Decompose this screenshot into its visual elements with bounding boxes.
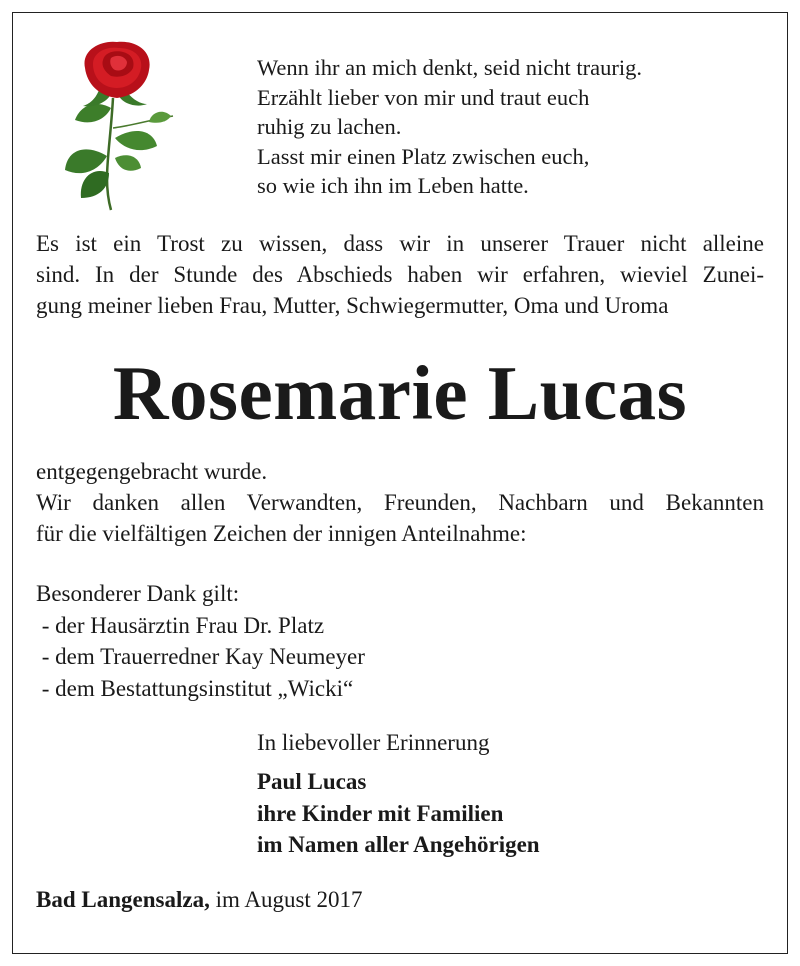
signers-block bbox=[257, 766, 540, 861]
special-thanks-heading: Besonderer Dank gilt: bbox=[36, 581, 240, 606]
intro-line: sind. In der Stunde des Abschieds haben wir erfahren, wieviel Zunei- bbox=[36, 262, 764, 287]
signer-line: im Namen aller Angehörigen bbox=[257, 832, 540, 857]
poem-line: Erzählt lieber von mir und traut euch bbox=[257, 84, 590, 110]
closing-phrase: In liebevoller Erinnerung bbox=[257, 730, 490, 755]
place-and-date bbox=[36, 884, 363, 915]
thanks-line: für die vielfältigen Zeichen der innigen Anteilnahme: bbox=[36, 521, 527, 546]
poem-line: ruhig zu lachen. bbox=[257, 114, 402, 139]
intro-paragraph bbox=[36, 228, 764, 321]
signer-line: Paul Lucas bbox=[257, 769, 367, 794]
intro-line: gung meiner lieben Frau, Mutter, Schwiegermutter, Oma und Uroma bbox=[36, 293, 669, 318]
thanks-line: entgegengebracht wurde. bbox=[36, 459, 268, 484]
memorial-poem bbox=[257, 53, 642, 201]
special-thanks-item: - dem Bestattungsinstitut „Wicki“ bbox=[36, 675, 354, 701]
special-thanks-item: - dem Trauerredner Kay Neumeyer bbox=[36, 644, 365, 669]
poem-line: so wie ich ihn im Leben hatte. bbox=[257, 173, 529, 198]
intro-line: Es ist ein Trost zu wissen, dass wir in unserer Trauer nicht alleine bbox=[36, 231, 764, 256]
deceased-name: Rosemarie Lucas bbox=[112, 350, 688, 436]
thanks-paragraph bbox=[36, 456, 764, 549]
special-thanks bbox=[36, 578, 365, 704]
special-thanks-item: - der Hausärztin Frau Dr. Platz bbox=[36, 612, 325, 638]
poem-line: Lasst mir einen Platz zwischen euch, bbox=[257, 143, 590, 169]
place-city: Bad Langensalza, bbox=[36, 887, 210, 912]
thanks-line: Wir danken allen Verwandten, Freunden, Nachbarn und Bekannten bbox=[36, 490, 764, 515]
place-date: im August 2017 bbox=[209, 887, 363, 912]
red-rose-image bbox=[55, 38, 180, 213]
poem-line: Wenn ihr an mich denkt, seid nicht traurig. bbox=[257, 55, 642, 80]
signer-line: ihre Kinder mit Familien bbox=[257, 800, 504, 826]
